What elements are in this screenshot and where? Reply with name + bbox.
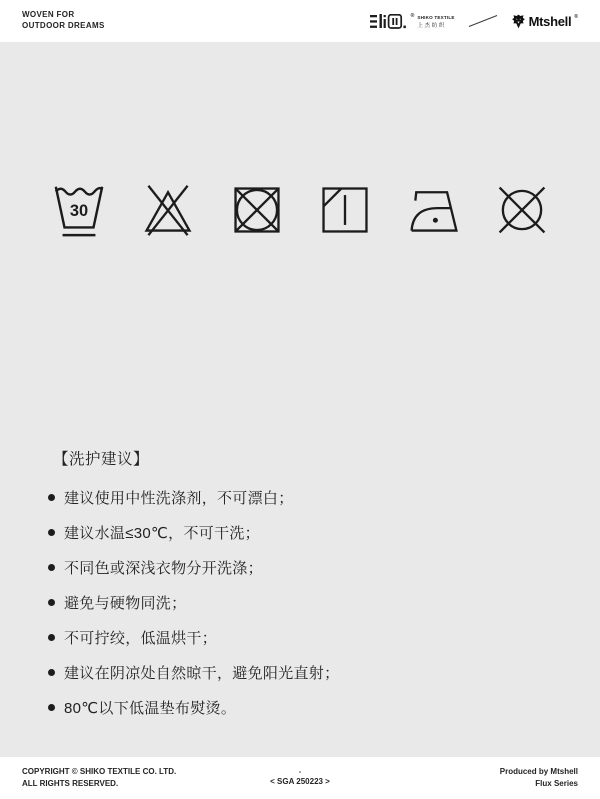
care-advice-title: 【洗护建议】	[53, 451, 150, 468]
care-advice-text: 80℃以下低温垫布熨烫。	[64, 700, 237, 717]
mtshell-logo	[511, 14, 578, 29]
do-not-dry-clean-icon	[494, 182, 550, 238]
bullet-dot-icon	[48, 599, 55, 606]
slash-divider-icon	[468, 14, 498, 28]
care-advice-item	[48, 594, 339, 611]
footer-code	[207, 769, 392, 788]
bullet-dot-icon	[48, 669, 55, 676]
care-panel	[0, 42, 600, 757]
care-advice-item	[48, 664, 339, 681]
shiko-wordmark-icon	[370, 14, 408, 29]
iron-low-temperature-icon	[406, 182, 462, 238]
mtshell-wordmark: Mtshell	[528, 13, 572, 29]
copyright-line2: ALL RIGHTS RESERVED.	[22, 779, 119, 788]
shiko-captions	[417, 15, 454, 29]
header	[0, 0, 600, 42]
care-advice-text: 避免与硬物同洗；	[64, 595, 187, 612]
mtshell-registered-mark: ®	[574, 13, 578, 20]
care-advice-item	[48, 489, 339, 506]
care-advice-item	[48, 699, 339, 716]
bullet-dot-icon	[48, 634, 55, 641]
care-advice-text: 建议水温≤30℃，不可干洗；	[64, 525, 260, 542]
do-not-bleach-icon	[140, 182, 196, 238]
shiko-caption-en: SHIKO TEXTILE	[417, 14, 455, 20]
footer-copyright	[22, 766, 207, 790]
wash-30-gentle-cycle-icon	[50, 178, 108, 242]
care-advice-text: 建议在阴凉处自然晾干，避免阳光直射；	[64, 665, 340, 682]
brand-tagline	[22, 10, 105, 32]
care-advice-item	[48, 559, 339, 576]
shiko-logo	[370, 14, 455, 29]
care-advice-item	[48, 629, 339, 646]
tagline-line2: OUTDOOR DREAMS	[22, 21, 105, 30]
care-advice-item	[48, 524, 339, 541]
wash-temperature-label: 30	[69, 201, 89, 220]
care-symbols-row	[0, 178, 600, 242]
care-advice-text: 不同色或深浅衣物分开洗涤；	[64, 560, 263, 577]
bullet-dot-icon	[48, 704, 55, 711]
tagline-line1: WOVEN FOR	[22, 10, 75, 20]
logo-cluster	[370, 14, 578, 29]
lion-crest-icon	[511, 14, 526, 29]
do-not-tumble-dry-icon	[229, 182, 285, 238]
shiko-caption-cn: 上杰纺织	[417, 22, 447, 29]
produced-line2: Flux Series	[535, 779, 578, 788]
sga-code: < SGA 250223 >	[270, 776, 330, 786]
care-advice-text: 不可拧绞，低温烘干；	[64, 630, 218, 647]
footer-center-mark: -	[298, 768, 302, 776]
care-advice-section	[48, 450, 339, 734]
care-advice-text: 建议使用中性洗涤剂，不可漂白；	[64, 490, 294, 507]
bullet-dot-icon	[48, 564, 55, 571]
shiko-registered-mark: ®	[410, 12, 415, 19]
bullet-dot-icon	[48, 529, 55, 536]
copyright-line1: COPYRIGHT © SHIKO TEXTILE CO. LTD.	[22, 767, 177, 776]
bullet-dot-icon	[48, 494, 55, 501]
footer	[0, 757, 600, 799]
drip-dry-in-shade-icon	[317, 182, 373, 238]
produced-line1: Produced by Mtshell	[499, 767, 578, 776]
footer-produced-by	[393, 766, 578, 790]
care-advice-list	[48, 489, 339, 716]
